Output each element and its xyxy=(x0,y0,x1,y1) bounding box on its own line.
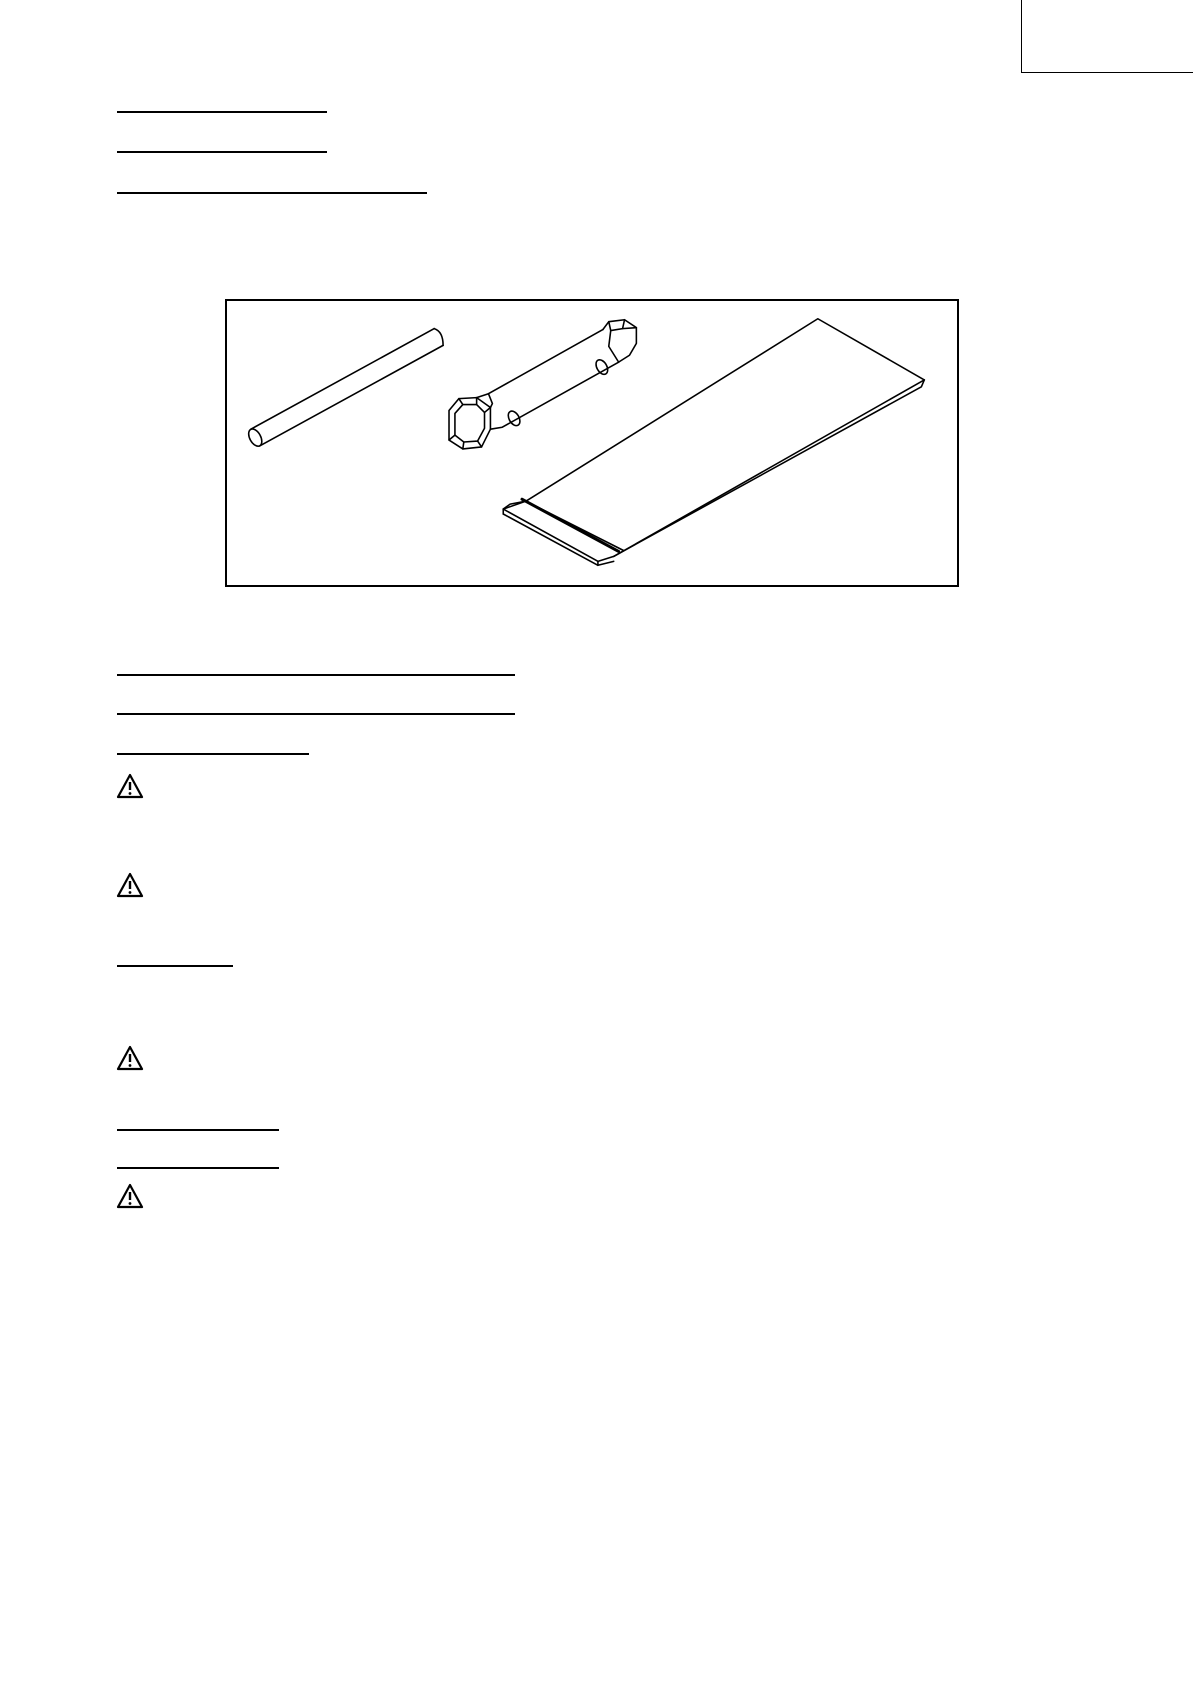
warning-triangle-icon xyxy=(116,872,144,898)
tool-kit-illustration xyxy=(225,299,959,587)
heading-underline-8 xyxy=(117,1129,279,1131)
warning-triangle-icon xyxy=(116,773,144,799)
tool-pouch-icon xyxy=(503,319,924,566)
heading-underline-2 xyxy=(117,151,327,153)
heading-underline-7 xyxy=(117,965,233,967)
page-tab-box xyxy=(1021,0,1193,73)
tool-rod-icon xyxy=(246,329,443,449)
spark-plug-wrench-icon xyxy=(449,320,636,449)
heading-underline-5 xyxy=(117,713,515,715)
warning-triangle-icon xyxy=(116,1183,144,1209)
heading-underline-1 xyxy=(117,111,327,113)
heading-underline-9 xyxy=(117,1167,279,1169)
warning-triangle-icon xyxy=(116,1045,144,1071)
heading-underline-6 xyxy=(117,753,309,755)
heading-underline-4 xyxy=(117,674,515,676)
heading-underline-3 xyxy=(117,192,427,194)
